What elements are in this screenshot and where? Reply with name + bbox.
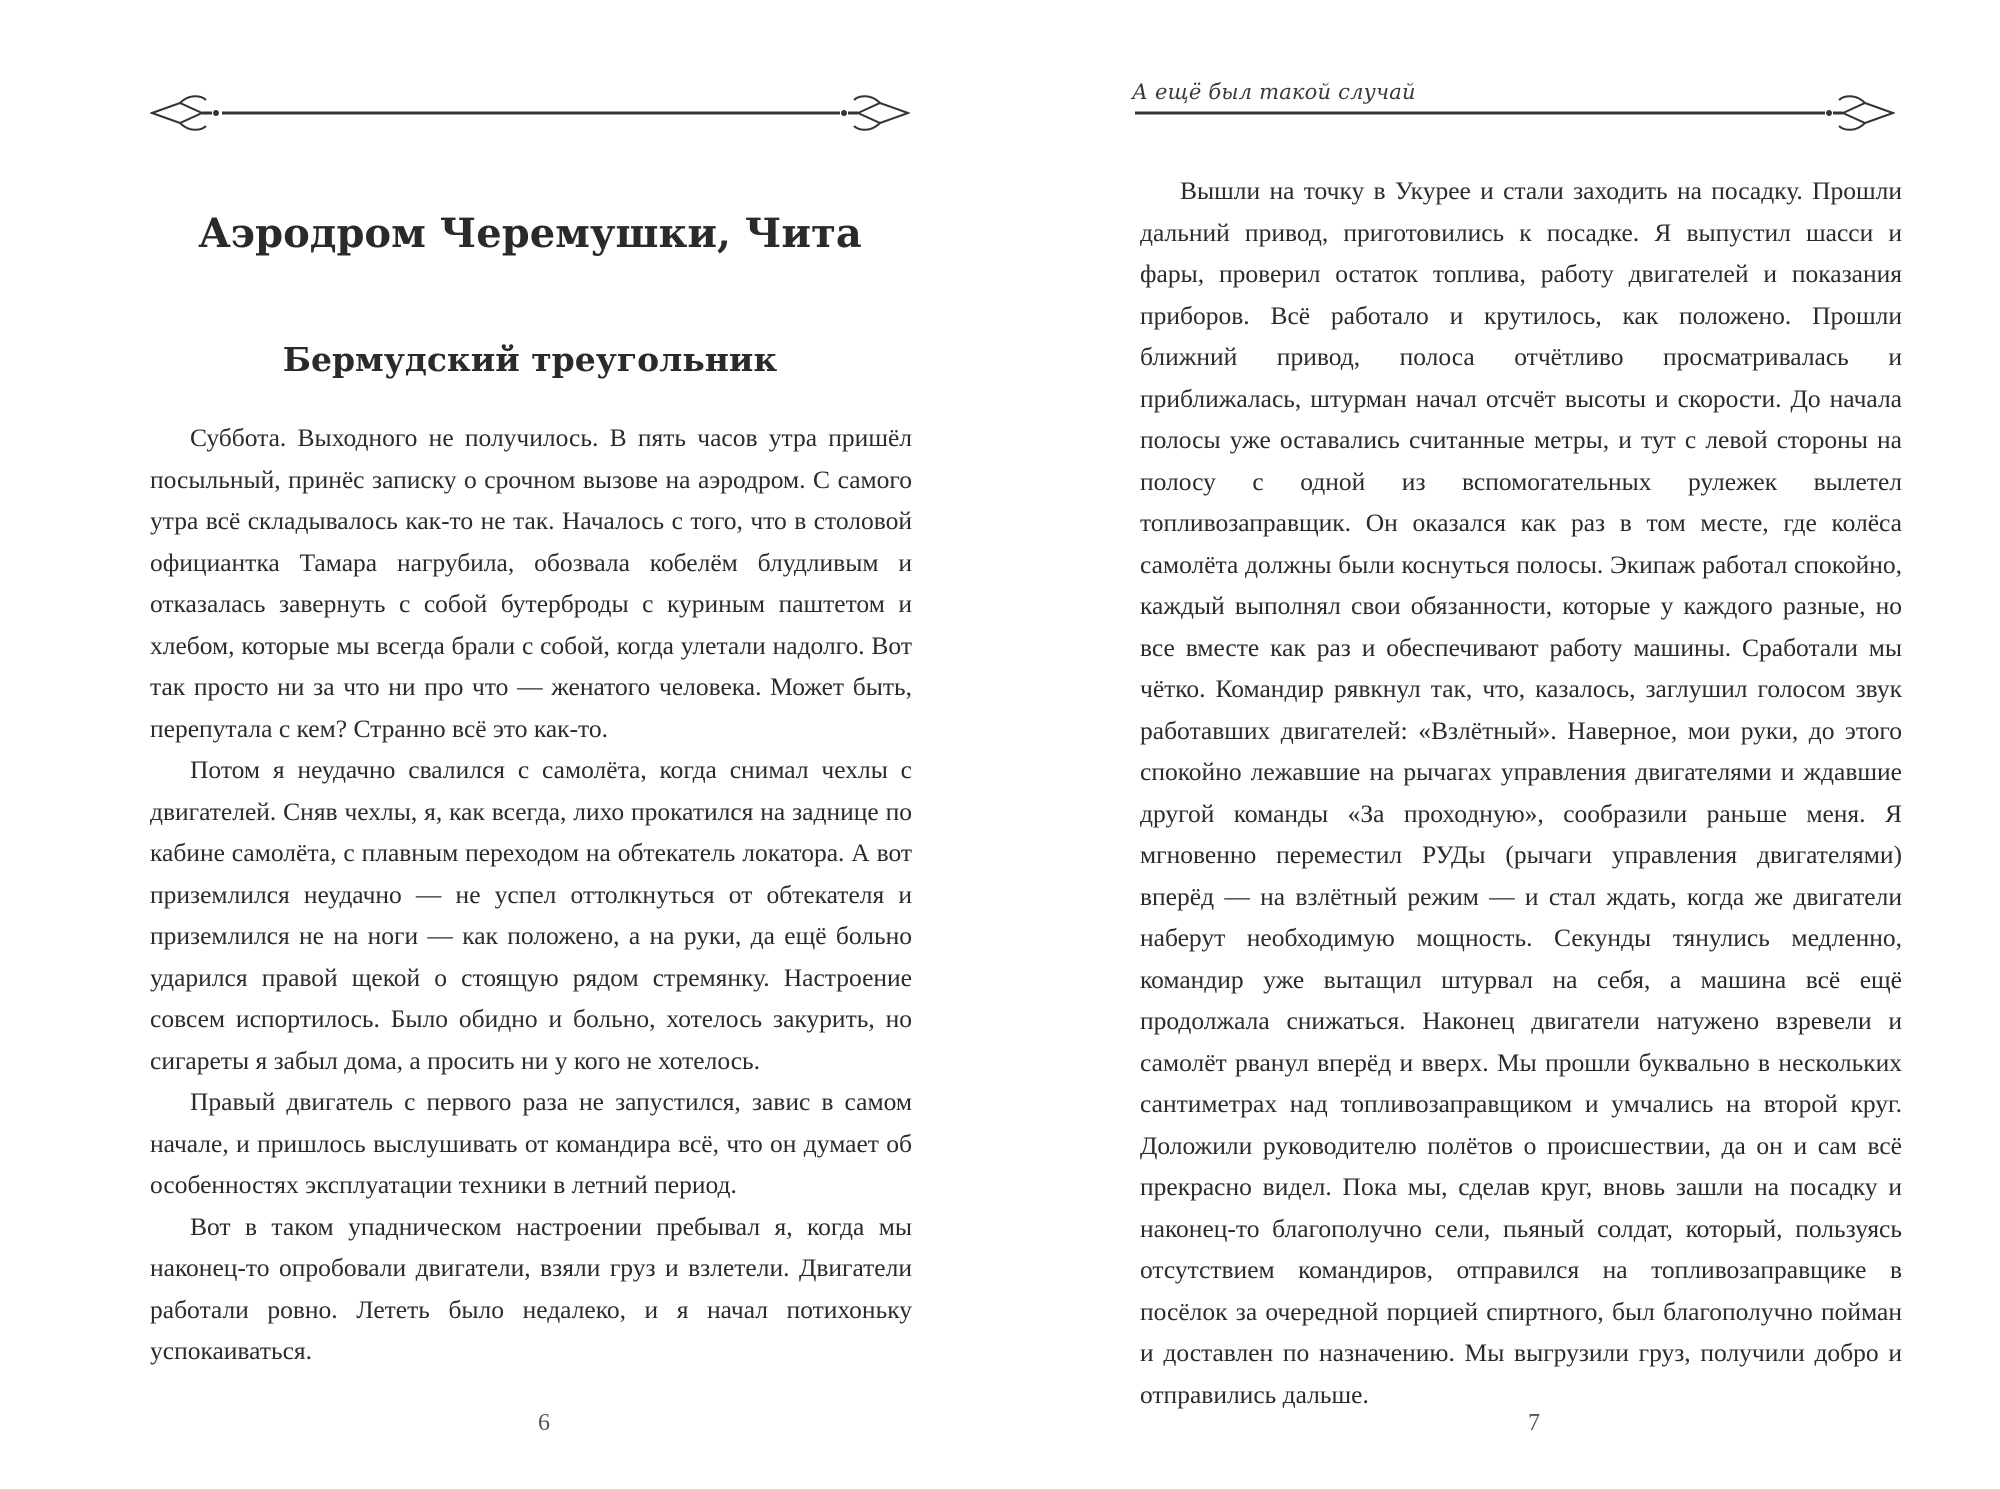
- right-body-text: [1140, 170, 1902, 1415]
- page-number: 7: [1528, 1410, 1540, 1436]
- running-head: А ещё был такой случай: [1132, 80, 1416, 104]
- chapter-title: Аэродром Черемушки, Чита: [198, 210, 862, 257]
- ornamental-rule-top: [150, 88, 910, 138]
- paragraph: Вышли на точку в Укурее и стали заходить на посадку. Прошли дальний привод, приготовились к посадке. Я выпустил шасси и фары, проверил остаток топлива, работу двигателей и показания приборов. Всё работало и крутилось, как положено. Прошли ближний привод, полоса отчётливо просматривалась и приближалась, штурман начал отсчёт высоты и скорости. До начала полосы уже оставались считанные метры, и тут с левой стороны на полосу с одной из вспомогательных рулежек вылетел топливозаправщик. Он оказался как раз в том месте, где колёса самолёта должны были коснуться полосы. Экипаж работал спокойно, каждый выполнял свои обязанности, которые у каждого разные, но все вместе как раз и обеспечивают работу машины. Сработали мы чётко. Командир рявкнул так, что, казалось, заглушил голосом звук работавших двигателей: «Взлётный». Наверное, мои руки, до этого спокойно лежавшие на рычагах управления двигателями и ждавшие другой команды «За проходную», сообразили раньше меня. Я мгновенно переместил РУДы (рычаги управления двигателями) вперёд — на взлётный режим — и стал ждать, когда же двигатели наберут необходимую мощность. Секунды тянулись медленно, командир уже вытащил штурвал на себя, а машина всё ещё продолжала снижаться. Наконец двигатели натужено взревели и самолёт рванул вперёд и вверх. Мы прошли буквально в нескольких сантиметрах над топливозаправщиком и умчались на второй круг. Доложили руководителю полётов о происшествии, да он и сам всё прекрасно видел. Пока мы, сделав круг, вновь зашли на посадку и наконец-то благополучно сели, пьяный солдат, который, пользуясь отсутствием командиров, отправился на топливозаправщике в посёлок за очередной порцией спиртного, был благополучно пойман и доставлен по назначению. Мы выгрузили груз, получили добро и отправились дальше.: [1140, 176, 1902, 1409]
- ornamental-rule-top: [1135, 88, 1895, 138]
- left-body-text: [150, 417, 912, 1372]
- ornament-flourish-icon: [1135, 88, 1895, 138]
- paragraph: Суббота. Выходного не получилось. В пять часов утра пришёл посыльный, принёс записку о срочном вызове на аэродром. С самого утра всё складывалось как-то не так. Началось с того, что в столовой официантка Тамара нагрубила, обозвала кобелём блудливым и отказалась завернуть с собой бутерброды с куриным паштетом и хлебом, которые мы всегда брали с собой, когда улетали надолго. Вот так просто ни за что ни про что — женатого человека. Может быть, перепутала с кем? Странно всё это как-то.: [150, 423, 912, 743]
- paragraph: Правый двигатель с первого раза не запустился, завис в самом начале, и пришлось выслушивать от командира всё, что он думает об особенностях эксплуатации техники в летний период.: [150, 1087, 912, 1199]
- section-title: Бермудский треугольник: [282, 340, 778, 379]
- page-number: 6: [538, 1410, 550, 1436]
- right-page: [1000, 0, 2000, 1489]
- paragraph: Вот в таком упадническом настроении пребывал я, когда мы наконец-то опробовали двигатели, взяли груз и взлетели. Двигатели работали ровно. Лететь было недалеко, и я начал потихоньку успокаиваться.: [150, 1211, 912, 1365]
- paragraph: Потом я неудачно свалился с самолёта, когда снимал чехлы с двигателей. Сняв чехлы, я, как всегда, лихо прокатился на заднице по кабине самолёта, с плавным переходом на обтекатель локатора. А вот приземлился неудачно — не успел оттолкнуться от обтекателя и приземлился не на ноги — как положено, а на руки, да ещё больно ударился правой щекой о стоящую рядом стремянку. Настроение совсем испортилось. Было обидно и больно, хотелось закурить, но сигареты я забыл дома, а просить ни у кого не хотелось.: [150, 755, 912, 1075]
- ornament-flourish-icon: [150, 88, 910, 138]
